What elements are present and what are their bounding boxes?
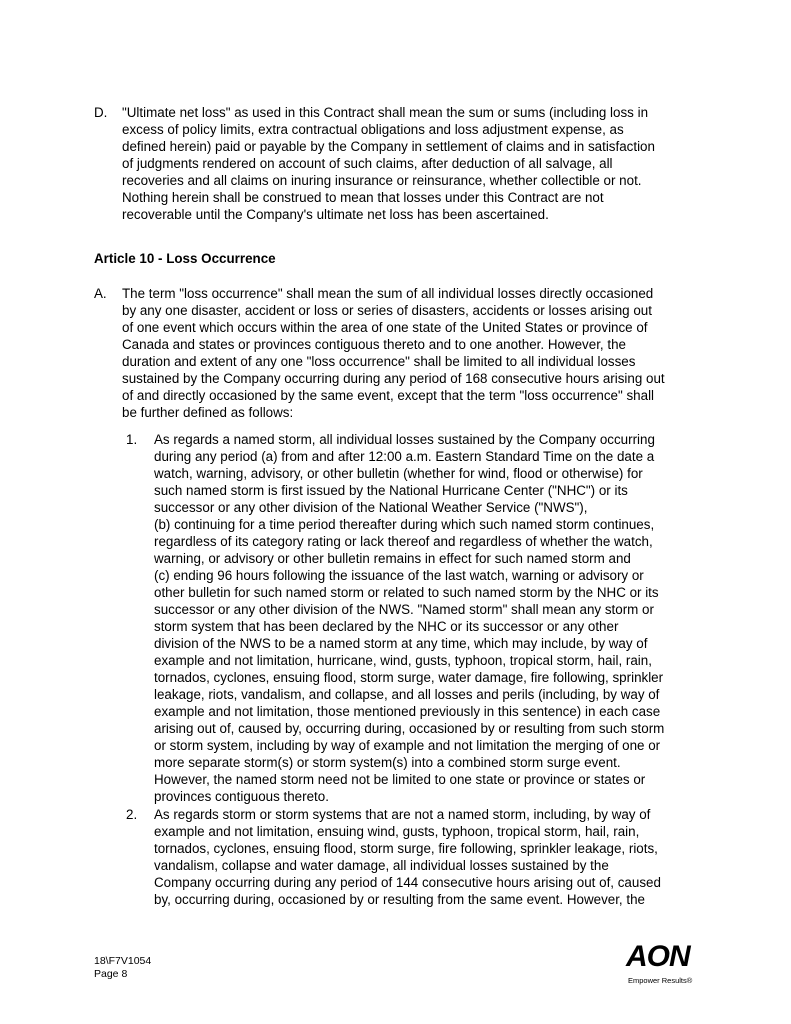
- item-2-label: 2.: [126, 807, 138, 822]
- document-reference: 18\F7V1054: [94, 955, 152, 967]
- item-2-line: by, occurring during, occasioned by or resulting from the same event. However, the: [154, 892, 645, 907]
- clause-a-line: duration and extent of any one "loss occurrence" shall be limited to all individual losses: [122, 354, 636, 369]
- clause-a-label: A.: [94, 286, 107, 301]
- item-2-text: [154, 806, 706, 908]
- item-2-line: As regards storm or storm systems that are not a named storm, including, by way of: [154, 807, 651, 822]
- aon-wordmark: AON: [626, 940, 690, 973]
- clause-d-label: D.: [94, 105, 108, 120]
- item-1-line: successor or any other division of the NWS. "Named storm" shall mean any storm or: [154, 602, 654, 617]
- item-1-text: [154, 431, 706, 805]
- clause-d-line: defined herein) paid or payable by the Company in settlement of claims and in satisfaction: [122, 139, 655, 154]
- item-1-line: regardless of its category rating or lack thereof and regardless of whether the watch,: [154, 534, 653, 549]
- item-1-line: more separate storm(s) or storm system(s) into a combined storm surge event.: [154, 755, 621, 770]
- aon-logo: [626, 942, 700, 990]
- clause-a-line: be further defined as follows:: [122, 405, 294, 420]
- clause-a-line: by any one disaster, accident or loss or series of disasters, accidents or losses arising out: [122, 303, 652, 318]
- item-1-line: or storm system, including by way of example and not limitation the merging of one or: [154, 738, 661, 753]
- item-1-line: As regards a named storm, all individual losses sustained by the Company occurring: [154, 432, 655, 447]
- item-1-line: arising out of, caused by, occurring during, occasioned by or resulting from such storm: [154, 721, 665, 736]
- page-number: Page 8: [94, 968, 128, 980]
- clause-d-text: [122, 104, 714, 223]
- item-1-line: example and not limitation, those mentioned previously in this sentence) in each case: [154, 704, 661, 719]
- item-2-line: vandalism, collapse and water damage, all individual losses sustained by the: [154, 858, 609, 873]
- clause-a-line: of one event which occurs within the area of one state of the United States or province of: [122, 320, 648, 335]
- clause-a-line: of and directly occasioned by the same event, except that the term "loss occurrence" shall: [122, 388, 655, 403]
- item-1-line: other bulletin for such named storm or related to such named storm by the NHC or its: [154, 585, 659, 600]
- item-1-label: 1.: [126, 432, 138, 447]
- clause-d-line: of judgments rendered on account of such claims, after deduction of all salvage, all: [122, 156, 613, 171]
- item-1-line: such named storm is first issued by the National Hurricane Center ("NHC") or its: [154, 483, 628, 498]
- clause-d-line: excess of policy limits, extra contractual obligations and loss adjustment expense, as: [122, 122, 624, 137]
- clause-a: [94, 285, 714, 421]
- item-1-line: warning, or advisory or other bulletin remains in effect for such named storm and: [154, 551, 631, 566]
- item-2-line: Company occurring during any period of 144 consecutive hours arising out of, caused: [154, 875, 661, 890]
- article-heading: Article 10 - Loss Occurrence: [94, 251, 276, 266]
- item-1: [126, 431, 706, 805]
- item-1-line: successor or any other division of the National Weather Service ("NWS"),: [154, 500, 588, 515]
- item-2-line: tornados, cyclones, ensuing flood, storm surge, fire following, sprinkler leakage, riots,: [154, 841, 658, 856]
- item-1-line: (b) continuing for a time period thereafter during which such named storm continues,: [154, 517, 655, 532]
- item-1-line: However, the named storm need not be limited to one state or province or states or: [154, 772, 646, 787]
- item-1-line: division of the NWS to be a named storm at any time, which may include, by way of: [154, 636, 648, 651]
- item-1-line: example and not limitation, hurricane, wind, gusts, typhoon, tropical storm, hail, rain,: [154, 653, 652, 668]
- aon-tagline: Empower Results®: [628, 976, 693, 985]
- page-footer: [94, 955, 151, 981]
- item-1-line: watch, warning, advisory, or other bulletin (whether for wind, flood or otherwise) for: [154, 466, 643, 481]
- item-2-line: example and not limitation, ensuing wind, gusts, typhoon, tropical storm, hail, rain,: [154, 824, 640, 839]
- item-1-line: storm system that has been declared by the NHC or its successor or any other: [154, 619, 619, 634]
- clause-a-line: The term "loss occurrence" shall mean the sum of all individual losses directly occasioned: [122, 286, 654, 301]
- item-1-line: provinces contiguous thereto.: [154, 789, 329, 804]
- clause-d: [94, 104, 714, 223]
- item-2: [126, 806, 706, 908]
- item-1-line: during any period (a) from and after 12:00 a.m. Eastern Standard Time on the date a: [154, 449, 655, 464]
- clause-a-line: Canada and states or provinces contiguous thereto and to one another. However, the: [122, 337, 626, 352]
- item-1-line: leakage, riots, vandalism, and collapse, and all losses and perils (including, by way of: [154, 687, 660, 702]
- clause-d-line: recoverable until the Company's ultimate net loss has been ascertained.: [122, 207, 549, 222]
- clause-d-line: recoveries and all claims on inuring insurance or reinsurance, whether collectible or not.: [122, 173, 642, 188]
- clause-d-line: Nothing herein shall be construed to mean that losses under this Contract are not: [122, 190, 604, 205]
- clause-a-line: sustained by the Company occurring during any period of 168 consecutive hours arising out: [122, 371, 665, 386]
- clause-a-text: [122, 285, 714, 421]
- item-1-line: tornados, cyclones, ensuing flood, storm surge, water damage, fire following, sprinkler: [154, 670, 664, 685]
- item-1-line: (c) ending 96 hours following the issuance of the last watch, warning or advisory or: [154, 568, 644, 583]
- clause-d-line: "Ultimate net loss" as used in this Contract shall mean the sum or sums (including loss in: [122, 105, 649, 120]
